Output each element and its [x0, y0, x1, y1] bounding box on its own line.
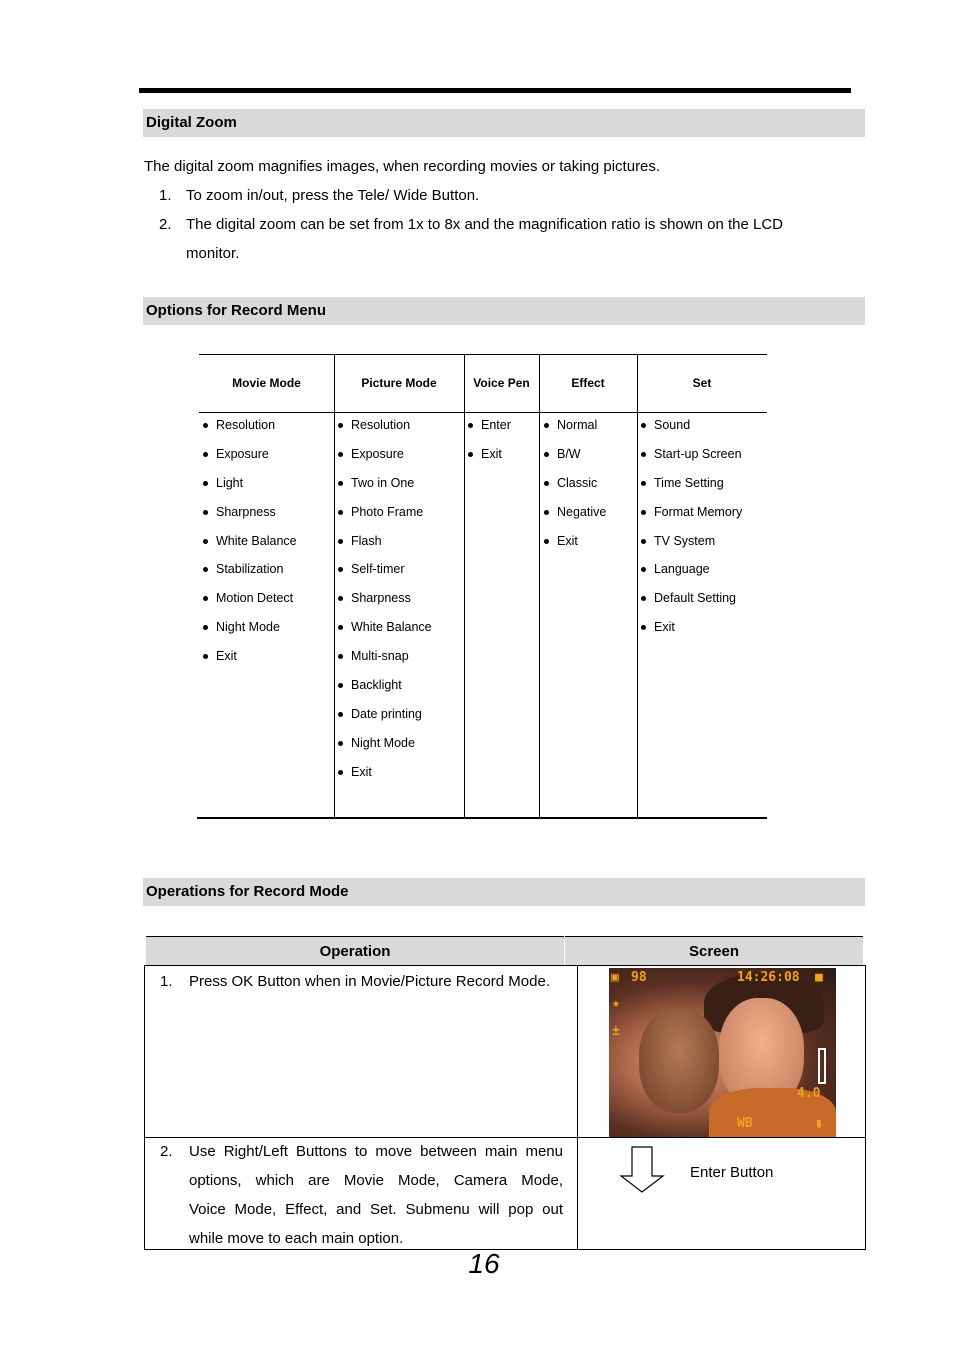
zoom-bar-icon	[818, 1048, 826, 1084]
menu-option	[200, 589, 297, 618]
menu-option	[335, 445, 432, 474]
menu-option	[200, 416, 297, 445]
record-menu-table	[199, 354, 767, 819]
bullet-icon	[468, 452, 473, 457]
header-set: Set	[692, 376, 712, 390]
top-rule	[139, 88, 851, 93]
menu-option	[200, 503, 297, 532]
bullet-icon	[641, 510, 646, 515]
operation-text-line: while move to each main option.	[189, 1230, 404, 1247]
menu-option-label: Light	[216, 475, 244, 490]
menu-option	[335, 618, 432, 647]
menu-option	[200, 474, 297, 503]
bullet-icon	[203, 423, 208, 428]
header-screen: Screen	[565, 936, 863, 965]
menu-option-label: Sharpness	[216, 504, 276, 519]
operation-text-line: Voice Mode, Effect, and Set. Submenu will pop out	[189, 1201, 563, 1218]
movie-mode-list	[200, 416, 297, 676]
bullet-icon	[544, 452, 549, 457]
bullet-icon	[203, 654, 208, 659]
time-readout: 14:26:08	[737, 970, 800, 985]
menu-option-label: Exit	[481, 446, 502, 461]
menu-option-label: Resolution	[216, 418, 276, 432]
bullet-icon	[338, 567, 343, 572]
menu-option	[335, 560, 432, 589]
menu-option	[200, 532, 297, 561]
bullet-icon	[338, 510, 343, 515]
white-balance-indicator: WB	[737, 1116, 753, 1131]
menu-option	[638, 532, 742, 561]
section-heading-digital-zoom: Digital Zoom	[143, 109, 865, 137]
operation-number: 2.	[160, 1143, 173, 1160]
menu-option	[541, 503, 606, 532]
menu-option	[335, 705, 432, 734]
menu-option	[335, 763, 432, 792]
step-number: 2.	[159, 216, 172, 233]
bullet-icon	[641, 596, 646, 601]
step-text: To zoom in/out, press the Tele/ Wide Button.	[186, 187, 480, 204]
zoom-readout: 4.0	[797, 1086, 821, 1101]
menu-option-label: Sound	[654, 418, 691, 432]
menu-option	[335, 416, 432, 445]
bullet-icon	[338, 654, 343, 659]
bullet-icon	[338, 539, 343, 544]
menu-option	[200, 618, 297, 647]
menu-option-label: Normal	[557, 418, 598, 432]
digital-zoom-intro: The digital zoom magnifies images, when recording movies or taking pictures.	[144, 158, 661, 175]
bullet-icon	[544, 539, 549, 544]
bullet-icon	[338, 741, 343, 746]
menu-option-label: White Balance	[351, 620, 432, 635]
step-text: The digital zoom can be set from 1x to 8x and the magnification ratio is shown on the LCD	[186, 216, 783, 233]
menu-option-label: Night Mode	[351, 735, 415, 750]
menu-option	[335, 503, 432, 532]
bullet-icon	[641, 481, 646, 486]
header-operation: Operation	[146, 936, 564, 965]
menu-option	[200, 647, 297, 676]
menu-option	[335, 647, 432, 676]
menu-option	[465, 416, 511, 445]
bullet-icon	[338, 625, 343, 630]
column-divider	[539, 354, 540, 818]
menu-option	[335, 589, 432, 618]
menu-option-label: Stabilization	[216, 562, 284, 577]
table-header-rule	[199, 412, 767, 413]
menu-option	[638, 503, 742, 532]
menu-option-label: Negative	[557, 504, 607, 519]
set-list	[638, 416, 742, 647]
menu-option-label: Exit	[351, 764, 372, 779]
menu-option	[541, 445, 606, 474]
page-number: 16	[468, 1248, 500, 1279]
menu-option-label: Language	[654, 562, 710, 577]
menu-option-label: Default Setting	[654, 591, 736, 606]
lcd-screen-photo	[609, 968, 836, 1137]
menu-option-label: Start-up Screen	[654, 446, 742, 461]
menu-option-label: Classic	[557, 475, 598, 490]
menu-option	[465, 445, 511, 474]
menu-option-label: White Balance	[216, 533, 297, 548]
table-bottom-rule	[197, 817, 767, 819]
picture-mode-list	[335, 416, 432, 792]
camera-icon: ▣	[611, 970, 619, 985]
bullet-icon	[203, 625, 208, 630]
menu-option-label: Time Setting	[654, 475, 724, 490]
voice-pen-list	[465, 416, 511, 474]
bullet-icon	[203, 452, 208, 457]
menu-option	[638, 618, 742, 647]
enter-button-label: Enter Button	[690, 1164, 774, 1181]
menu-option-label: Exposure	[216, 446, 269, 461]
menu-option	[638, 474, 742, 503]
menu-option-label: Exit	[654, 620, 675, 635]
menu-option-label: B/W	[557, 446, 581, 461]
bullet-icon	[338, 423, 343, 428]
header-movie-mode: Movie Mode	[232, 376, 301, 390]
operation-text-line: options, which are Movie Mode, Camera Mode,	[189, 1172, 563, 1189]
menu-option-label: Flash	[351, 533, 382, 548]
menu-option	[335, 474, 432, 503]
battery-icon: ▮	[815, 1116, 823, 1131]
down-arrow-icon	[619, 1146, 665, 1194]
menu-option-label: Sharpness	[351, 591, 411, 606]
bullet-icon	[203, 596, 208, 601]
section-heading-options-record-menu: Options for Record Menu	[143, 297, 865, 325]
menu-option	[638, 416, 742, 445]
menu-option	[200, 560, 297, 589]
menu-option-label: Exit	[216, 649, 237, 664]
operation-text: Press OK Button when in Movie/Picture Record Mode.	[189, 973, 550, 990]
menu-option-label: Resolution	[351, 418, 411, 432]
menu-option	[541, 416, 606, 445]
menu-option	[638, 589, 742, 618]
step-text-continued: monitor.	[186, 245, 240, 262]
menu-option	[541, 474, 606, 503]
menu-option-label: Exposure	[351, 446, 404, 461]
menu-option-label: Format Memory	[654, 504, 743, 519]
menu-option	[335, 532, 432, 561]
menu-option	[200, 445, 297, 474]
step-number: 1.	[159, 187, 172, 204]
menu-option-label: Motion Detect	[216, 591, 294, 606]
menu-option-label: Exit	[557, 533, 578, 548]
effect-list	[541, 416, 606, 560]
section-heading-operations-record-mode: Operations for Record Mode	[143, 878, 865, 906]
menu-option-label: Night Mode	[216, 620, 280, 635]
menu-option-label: Multi-snap	[351, 649, 409, 664]
menu-option-label: Enter	[481, 418, 511, 432]
menu-option-label: Self-timer	[351, 562, 405, 577]
menu-option-label: TV System	[654, 533, 716, 548]
bullet-icon	[641, 423, 646, 428]
menu-option-label: Backlight	[351, 678, 402, 693]
exposure-icon: ±	[612, 1024, 620, 1039]
bullet-icon	[544, 510, 549, 515]
header-effect: Effect	[571, 376, 605, 390]
menu-option	[335, 734, 432, 763]
bullet-icon	[338, 452, 343, 457]
movie-icon: ■	[815, 970, 823, 985]
bullet-icon	[641, 452, 646, 457]
menu-option-label: Date printing	[351, 706, 422, 721]
bullet-icon	[338, 712, 343, 717]
menu-option-label: Two in One	[351, 475, 415, 490]
header-voice-pen: Voice Pen	[473, 376, 530, 390]
menu-option	[335, 676, 432, 705]
bullet-icon	[468, 423, 473, 428]
shots-remaining: 98	[631, 970, 647, 985]
operation-text-line: Use Right/Left Buttons to move between main menu	[189, 1143, 563, 1160]
bullet-icon	[338, 596, 343, 601]
bullet-icon	[203, 567, 208, 572]
bullet-icon	[544, 423, 549, 428]
flash-icon: ★	[612, 996, 620, 1011]
bullet-icon	[641, 539, 646, 544]
bullet-icon	[203, 510, 208, 515]
menu-option	[541, 532, 606, 561]
bullet-icon	[641, 567, 646, 572]
bullet-icon	[544, 481, 549, 486]
bullet-icon	[203, 539, 208, 544]
operation-number: 1.	[160, 973, 173, 990]
bullet-icon	[338, 481, 343, 486]
menu-option-label: Photo Frame	[351, 504, 424, 519]
bullet-icon	[641, 625, 646, 630]
menu-option	[638, 445, 742, 474]
bullet-icon	[338, 770, 343, 775]
header-picture-mode: Picture Mode	[361, 376, 437, 390]
bullet-icon	[203, 481, 208, 486]
menu-option	[638, 560, 742, 589]
bullet-icon	[338, 683, 343, 688]
photo-face-left	[639, 1008, 719, 1113]
